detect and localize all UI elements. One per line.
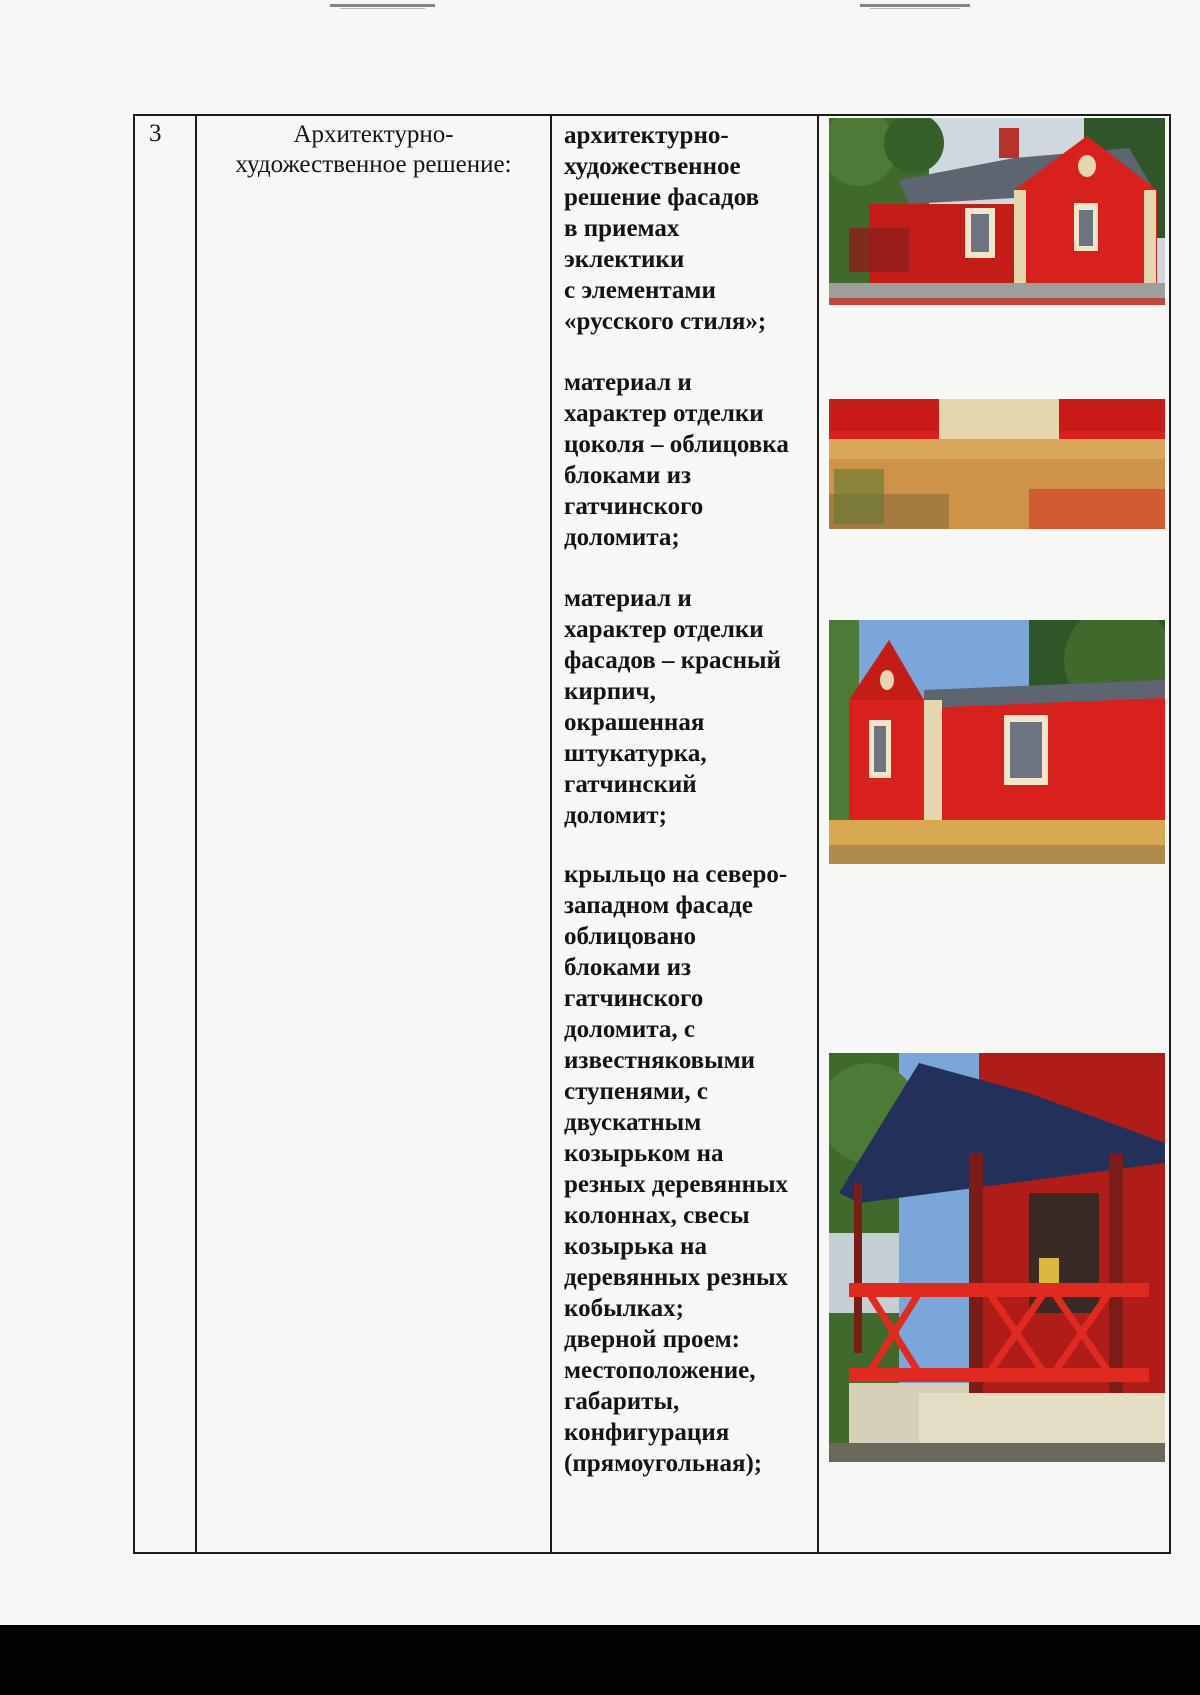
photo-facade-corner — [829, 620, 1165, 864]
row-heading: Архитектурно- художественное решение: — [235, 121, 512, 178]
row-number: 3 — [149, 120, 162, 147]
row-number-cell — [134, 115, 196, 1553]
table-row — [134, 115, 1170, 1553]
photo-house-facade — [829, 118, 1165, 305]
heritage-table — [133, 114, 1171, 1554]
photo-porch — [829, 1053, 1165, 1462]
photo-cell — [818, 115, 1170, 1553]
description-plinth: материал и характер отделки цоколя – облицовка блоками из гатчинского доломита; — [564, 369, 789, 551]
description-facade-material: материал и характер отделки фасадов – красный кирпич, окрашенная штукатурка, гатчинский доломит; — [564, 585, 781, 829]
photo-plinth-detail — [829, 399, 1165, 529]
row-heading-cell — [196, 115, 551, 1553]
description-porch: крыльцо на северо- западном фасаде облицовано блоками из гатчинского доломита, с известняковыми ступенями, с двускатным козырьком на резных деревянных колоннах, свесы козырька на деревянных резных кобылках; — [564, 861, 788, 1322]
description-facade-style: архитектурно- художественное решение фасадов в приемах эклектики с элементами «русского стиля»; — [564, 122, 767, 335]
description-cell — [551, 115, 818, 1553]
scan-footer-band — [0, 1625, 1200, 1695]
description-list — [552, 116, 817, 1479]
scan-artifact-left — [330, 4, 435, 7]
description-door-opening: дверной проем: местоположение, габариты, конфигурация (прямоугольная); — [564, 1326, 763, 1477]
scan-artifact-right — [860, 4, 970, 7]
